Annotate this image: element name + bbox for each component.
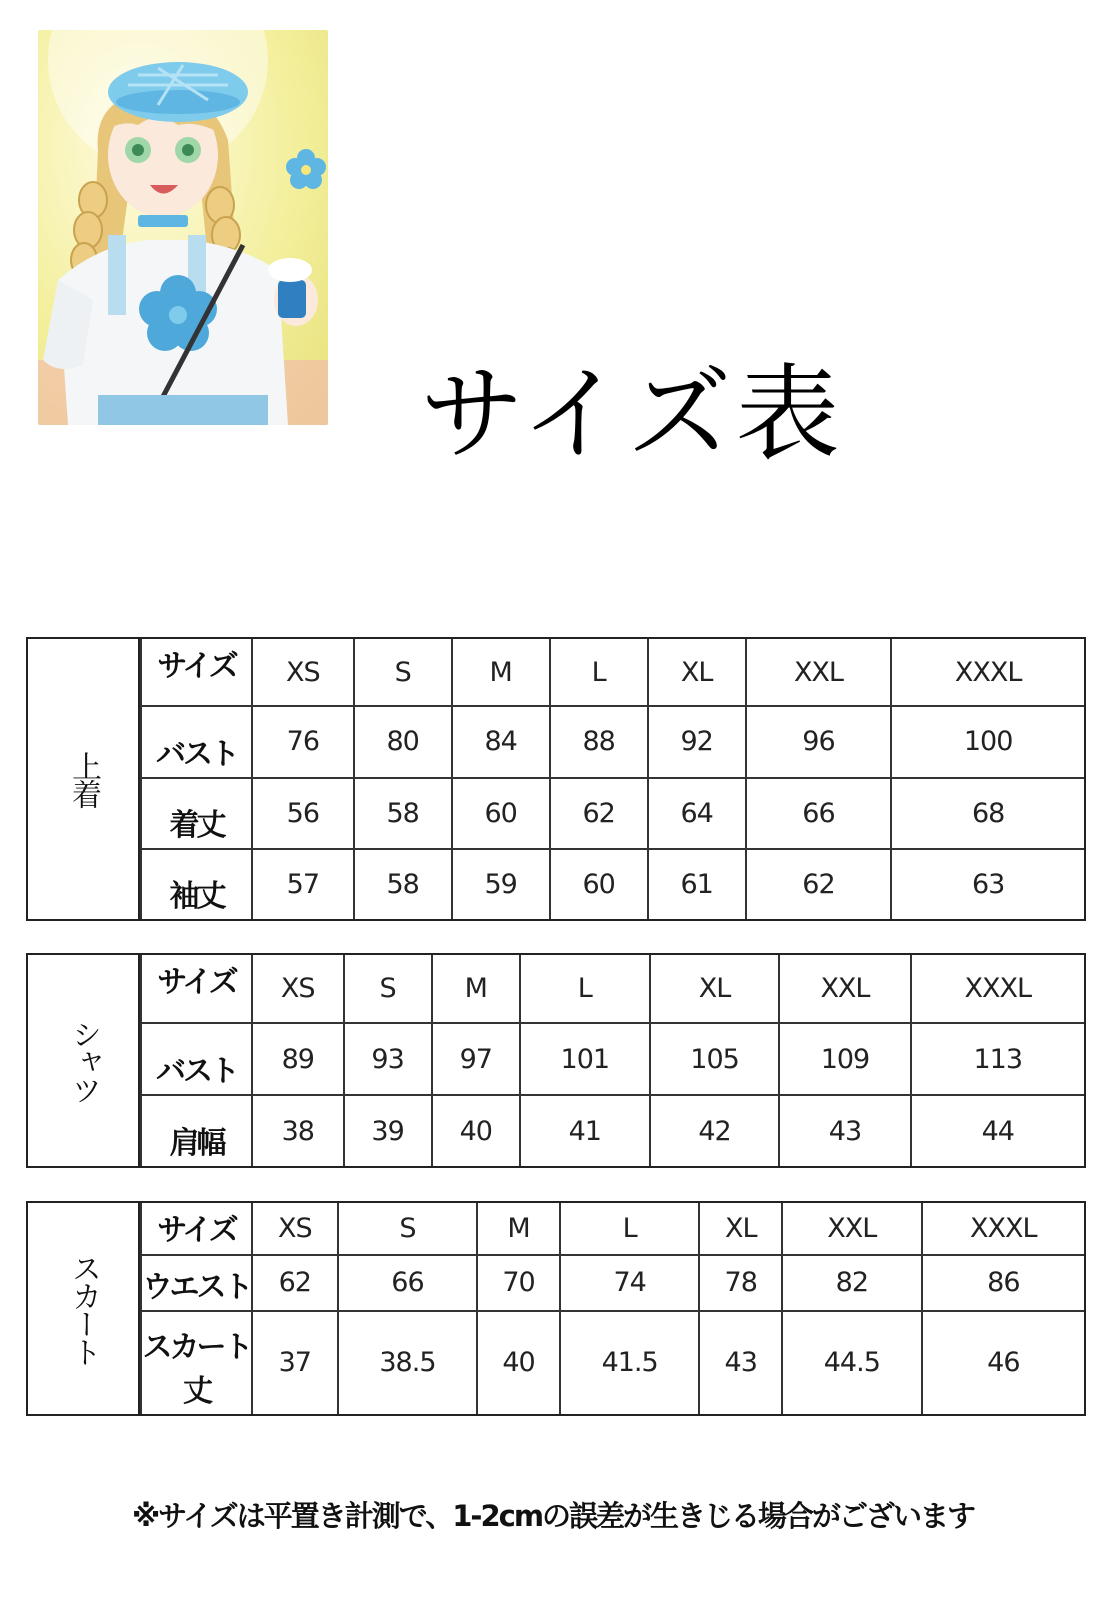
table-cell: 62 [746,849,892,919]
row-label: ウエスト [141,1255,252,1311]
table-cell: XXL [746,639,892,706]
table-cell: S [338,1203,478,1255]
table-cell: 62 [252,1255,338,1311]
table-cell: XL [699,1203,782,1255]
table-cell: XXL [782,1203,922,1255]
table-cell: S [344,955,432,1023]
row-label: バスト [141,706,252,777]
category-label: 上着 [66,751,101,807]
table-cell: 86 [922,1255,1084,1311]
row-label: サイズ [141,639,252,706]
table-cell: 56 [252,778,354,849]
table-cell: 61 [648,849,746,919]
table-cell: 70 [477,1255,560,1311]
table-cell: 74 [560,1255,700,1311]
category-cell [28,639,140,919]
table-cell: 92 [648,706,746,777]
row-label: 袖丈 [141,849,252,919]
table-cell: 37 [252,1311,338,1414]
row-label: 肩幅 [141,1095,252,1166]
table-cell: M [452,639,550,706]
table-cell: 88 [550,706,648,777]
category-cell [28,955,140,1166]
table-cell: 68 [891,778,1084,849]
product-illustration [38,30,328,425]
table-cell: 80 [354,706,452,777]
table-cell: 105 [650,1023,780,1095]
table-cell: 46 [922,1311,1084,1414]
table-cell: L [550,639,648,706]
table-row [141,1203,1084,1255]
table-cell: 41 [520,1095,650,1166]
size-grid [140,1203,1084,1414]
table-cell: XXL [779,955,910,1023]
table-cell: 60 [452,778,550,849]
table-cell: S [354,639,452,706]
table-cell: 41.5 [560,1311,700,1414]
table-cell: 89 [252,1023,344,1095]
size-table-skirt [26,1201,1086,1416]
table-cell: 58 [354,849,452,919]
size-table-shirt [26,953,1086,1168]
table-cell: XL [648,639,746,706]
table-cell: 43 [699,1311,782,1414]
table-cell: 109 [779,1023,910,1095]
table-cell: XXXL [891,639,1084,706]
row-label: 着丈 [141,778,252,849]
table-cell: 38.5 [338,1311,478,1414]
table-cell: 38 [252,1095,344,1166]
table-cell: 82 [782,1255,922,1311]
row-label: サイズ [141,955,252,1023]
size-grid [140,639,1084,919]
table-row [141,849,1084,919]
table-cell: 44 [911,1095,1085,1166]
table-cell: L [520,955,650,1023]
table-cell: 39 [344,1095,432,1166]
table-cell: L [560,1203,700,1255]
table-cell: 66 [338,1255,478,1311]
table-cell: 60 [550,849,648,919]
table-cell: XL [650,955,780,1023]
table-cell: 58 [354,778,452,849]
size-table-outerwear [26,637,1086,921]
table-cell: 64 [648,778,746,849]
table-cell: 101 [520,1023,650,1095]
table-cell: XXXL [911,955,1085,1023]
category-cell [28,1203,140,1414]
table-cell: 40 [432,1095,520,1166]
table-row [141,706,1084,777]
table-cell: XS [252,1203,338,1255]
table-row [141,1023,1084,1095]
category-label: スカート [66,1252,101,1365]
table-cell: 96 [746,706,892,777]
measurement-note: ※サイズは平置き計測で、1-2cmの誤差が生きじる場合がございます [131,1499,975,1533]
table-cell: XS [252,955,344,1023]
size-grid [140,955,1084,1166]
table-cell: 97 [432,1023,520,1095]
table-cell: 100 [891,706,1084,777]
table-cell: 43 [779,1095,910,1166]
table-cell: 78 [699,1255,782,1311]
table-row [141,1095,1084,1166]
table-cell: 62 [550,778,648,849]
table-cell: 57 [252,849,354,919]
table-row [141,955,1084,1023]
table-row [141,778,1084,849]
row-label: スカート丈 [141,1311,252,1414]
table-row [141,639,1084,706]
table-row [141,1311,1084,1414]
category-label: シャツ [66,1018,101,1103]
table-cell: 44.5 [782,1311,922,1414]
page-title: サイズ表 [420,353,844,475]
table-cell: 63 [891,849,1084,919]
table-cell: M [432,955,520,1023]
table-cell: 76 [252,706,354,777]
table-cell: 113 [911,1023,1085,1095]
table-cell: XS [252,639,354,706]
row-label: サイズ [141,1203,252,1255]
table-cell: 40 [477,1311,560,1414]
table-cell: 66 [746,778,892,849]
table-cell: XXXL [922,1203,1084,1255]
row-label: バスト [141,1023,252,1095]
table-cell: M [477,1203,560,1255]
table-row [141,1255,1084,1311]
table-cell: 84 [452,706,550,777]
table-cell: 42 [650,1095,780,1166]
table-cell: 93 [344,1023,432,1095]
table-cell: 59 [452,849,550,919]
